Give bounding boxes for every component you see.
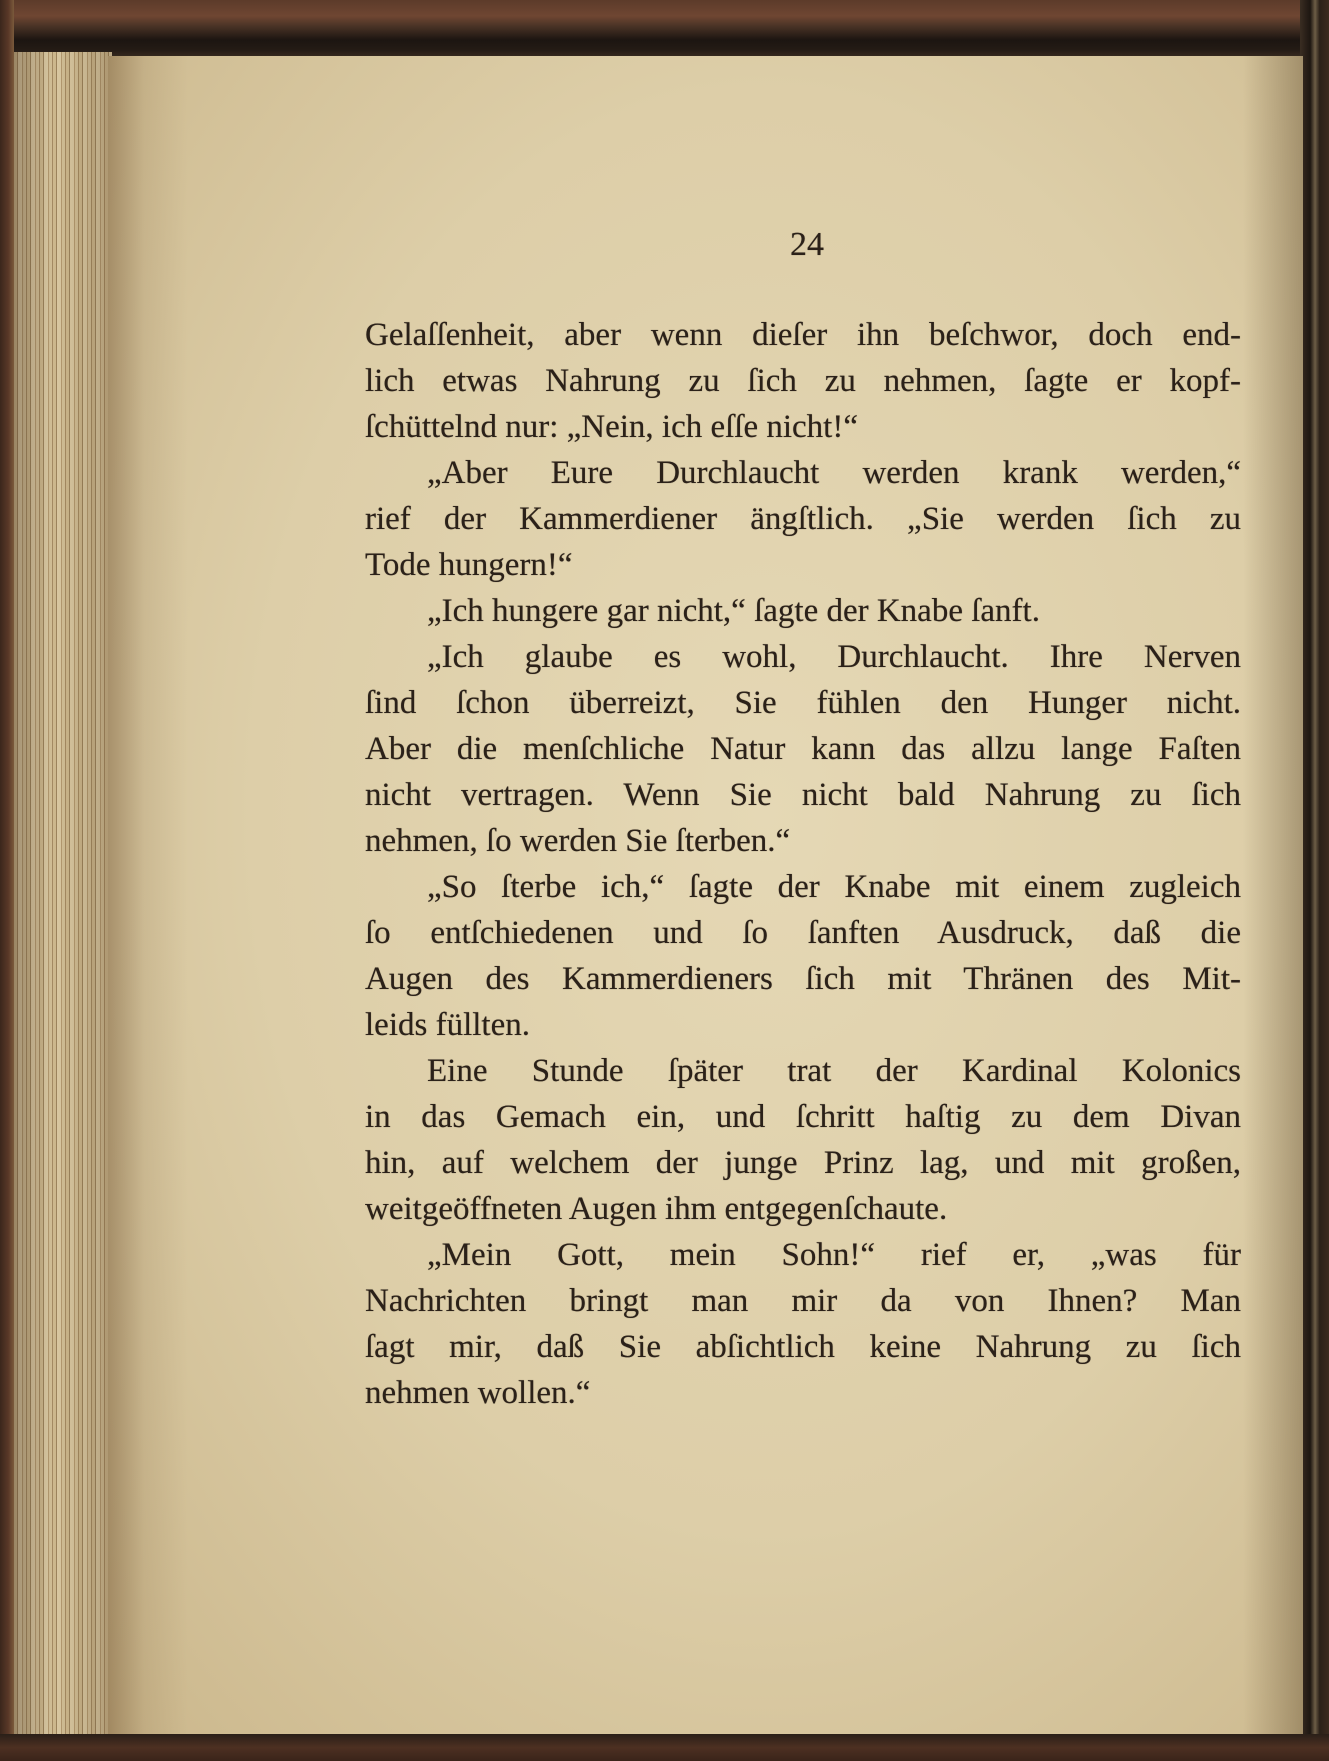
text-line: ſagt mir, daß Sie abſichtlich keine Nahrung zu ſich bbox=[365, 1329, 1241, 1365]
text-line: Augen des Kammerdieners ſich mit Thränen des Mit- bbox=[365, 961, 1241, 997]
book-cover-left-edge bbox=[0, 0, 14, 1761]
text-line: hin, auf welchem der junge Prinz lag, und mit großen, bbox=[365, 1145, 1241, 1181]
book-cover-right-edge bbox=[1300, 0, 1329, 1761]
page-edges-stack bbox=[14, 52, 112, 1736]
book-cover-bottom-edge bbox=[0, 1734, 1329, 1761]
text-block bbox=[365, 312, 1241, 1416]
paragraph bbox=[365, 1232, 1241, 1416]
text-line: ſo entſchiedenen und ſo ſanften Ausdruck, daß die bbox=[365, 915, 1241, 951]
text-line: lich etwas Nahrung zu ſich zu nehmen, ſagte er kopf- bbox=[365, 363, 1241, 399]
text-line: weitgeöffneten Augen ihm entgegenſchaute. bbox=[365, 1191, 948, 1227]
text-line: ſind ſchon überreizt, Sie fühlen den Hunger nicht. bbox=[365, 685, 1241, 721]
paragraph bbox=[365, 1048, 1241, 1232]
paragraph bbox=[365, 312, 1241, 450]
text-line: nehmen wollen.“ bbox=[365, 1375, 591, 1411]
page-number: 24 bbox=[790, 226, 824, 263]
text-line: „Ich hungere gar nicht,“ ſagte der Knabe ſanft. bbox=[427, 593, 1040, 629]
text-line: nehmen, ſo werden Sie ſterben.“ bbox=[365, 823, 791, 859]
text-line: Nachrichten bringt man mir da von Ihnen? Man bbox=[365, 1283, 1241, 1319]
text-line: Tode hungern!“ bbox=[365, 547, 573, 583]
paragraph bbox=[365, 634, 1241, 864]
text-line: Eine Stunde ſpäter trat der Kardinal Kolonics bbox=[427, 1053, 1241, 1089]
book-cover-top-edge bbox=[0, 0, 1329, 58]
paragraph bbox=[365, 588, 1241, 634]
text-line: „Mein Gott, mein Sohn!“ rief er, „was für bbox=[427, 1237, 1241, 1273]
book-page bbox=[108, 56, 1303, 1734]
text-line: „Aber Eure Durchlaucht werden krank werden,“ bbox=[427, 455, 1241, 491]
paragraph bbox=[365, 864, 1241, 1048]
paragraph bbox=[365, 450, 1241, 588]
text-line: „Ich glaube es wohl, Durchlaucht. Ihre Nerven bbox=[427, 639, 1241, 675]
text-line: leids füllten. bbox=[365, 1007, 530, 1043]
text-line: Aber die menſchliche Natur kann das allzu lange Faſten bbox=[365, 731, 1241, 767]
text-line: „So ſterbe ich,“ ſagte der Knabe mit einem zugleich bbox=[427, 869, 1241, 905]
text-line: rief der Kammerdiener ängſtlich. „Sie werden ſich zu bbox=[365, 501, 1241, 537]
text-line: Gelaſſenheit, aber wenn dieſer ihn beſchwor, doch end- bbox=[365, 317, 1241, 353]
text-line: nicht vertragen. Wenn Sie nicht bald Nahrung zu ſich bbox=[365, 777, 1241, 813]
text-line: ſchüttelnd nur: „Nein, ich eſſe nicht!“ bbox=[365, 409, 858, 445]
text-line: in das Gemach ein, und ſchritt haſtig zu dem Divan bbox=[365, 1099, 1241, 1135]
